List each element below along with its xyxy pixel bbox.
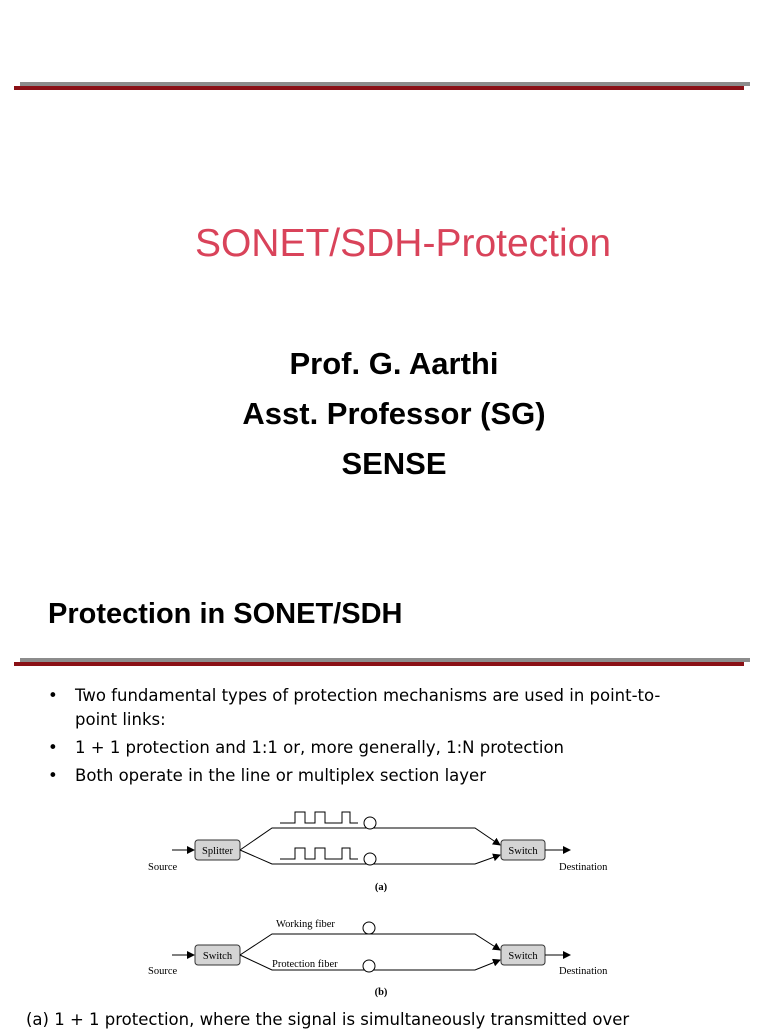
receiver-node-bottom: [364, 853, 376, 865]
slide-title: SONET/SDH-Protection: [194, 222, 612, 265]
working-fiber-path: [240, 934, 500, 955]
destination-label-b: Destination: [559, 966, 608, 977]
author-designation: Asst. Professor (SG): [242, 396, 546, 431]
source-label-b: Source: [148, 966, 178, 977]
figure-a: [148, 812, 608, 893]
source-label-a: Source: [148, 862, 178, 873]
protection-fiber-label: Protection fiber: [272, 959, 338, 970]
pulse-signal-bottom: [280, 848, 358, 859]
bullet-text: Both operate in the line or multiplex section layer: [75, 766, 486, 785]
bullet-text: 1 + 1 protection and 1:1 or, more generally, 1:N protection: [75, 738, 565, 757]
working-path-a: [240, 828, 500, 850]
bullet-dot: •: [48, 686, 58, 705]
figure-b: [148, 919, 608, 998]
figure-b-label: (b): [374, 987, 388, 998]
figure-a-label: (a): [374, 882, 388, 893]
heading-divider: [14, 658, 750, 666]
receiver-node-working: [363, 922, 375, 934]
pulse-signal-top: [280, 812, 358, 823]
author-name: Prof. G. Aarthi: [289, 346, 499, 381]
top-divider: [14, 82, 750, 90]
switch-label-a: Switch: [508, 846, 538, 857]
switch-label-b-right: Switch: [508, 951, 538, 962]
bullet-list: [48, 684, 728, 792]
destination-label-a: Destination: [559, 862, 608, 873]
slide-heading: Protection in SONET/SDH: [48, 598, 403, 630]
author-department: SENSE: [341, 446, 447, 481]
receiver-node-protection: [363, 960, 375, 972]
bullet-text: Two fundamental types of protection mechanisms are used in point-to-: [75, 686, 661, 705]
figure-caption: (a) 1 + 1 protection, where the signal is simultaneously transmitted over: [26, 1010, 630, 1029]
bullet-dot: •: [48, 766, 58, 785]
bullet-item: [48, 684, 728, 732]
bullet-item: [48, 736, 728, 760]
bullet-text: point links:: [75, 710, 166, 729]
switch-label-b-left: Switch: [202, 951, 233, 962]
receiver-node-top: [364, 817, 376, 829]
bullet-dot: •: [48, 738, 58, 757]
bullet-item: [48, 764, 728, 788]
protection-diagram: [0, 800, 768, 1006]
splitter-label: Splitter: [202, 846, 233, 857]
working-fiber-label: Working fiber: [276, 919, 335, 930]
